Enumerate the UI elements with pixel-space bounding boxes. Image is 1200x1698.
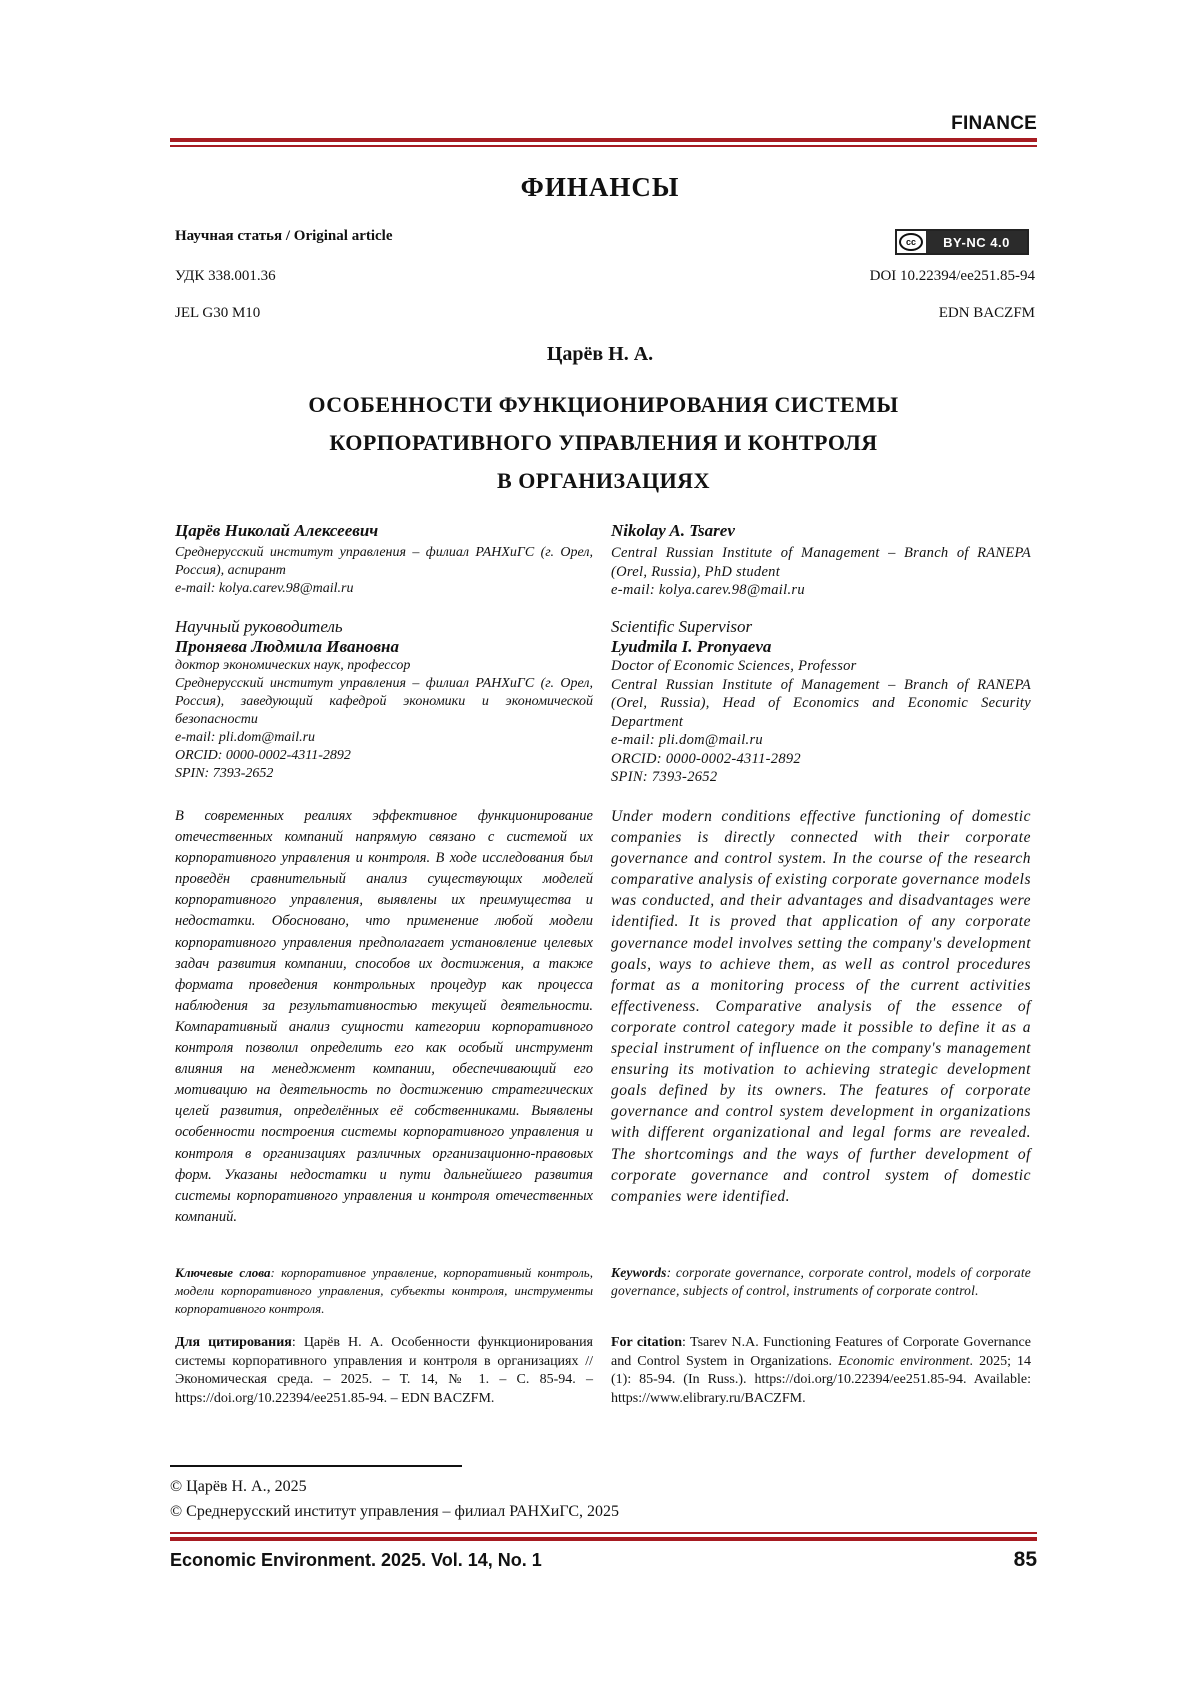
en-keywords: [611, 1264, 1031, 1300]
footer-journal: Economic Environment. 2025. Vol. 14, No. 1: [170, 1550, 542, 1571]
ru-author-name: Царёв Николай Алексеевич: [175, 521, 593, 541]
en-citation-text-a: : Tsarev N.A. Functioning Features of Corporate Governance and Control System in Organizations.: [611, 1335, 1031, 1369]
header-rule-thin: [170, 145, 1037, 147]
en-citation: [611, 1334, 1031, 1408]
ru-author-email[interactable]: e-mail: kolya.carev.98@mail.ru: [175, 580, 593, 598]
footer-rule-thin: [170, 1532, 1037, 1534]
ru-keywords-text: : корпоративное управление, корпоративный контроль, модели корпоративного управления, субъекты контроля, инструменты корпоративного контроля.: [175, 1265, 593, 1316]
ru-supervisor-orcid: ORCID: 0000-0002-4311-2892: [175, 747, 593, 765]
footer-rule-thick: [170, 1537, 1037, 1541]
section-title-ru: ФИНАНСЫ: [0, 172, 1200, 203]
en-abstract: Under modern conditions effective functioning of domestic companies is directly connected with their corporate governance and control system. In the course of the research comparative analysis of existing corporate governance models was conducted, and their advantages and disadvantages were identified. It is proved that application of any corporate governance model involves setting the company's development goals, ways to achieve them, as well as control procedures format as a monitoring process of the current activities effectiveness. Comparative analysis of the essence of corporate control category made it possible to define it as a special instrument of influence on the company's management ensuring its motivation to achieving strategic development goals defined by its owners. The features of corporate governance and control system development in organizations with different organizational and legal forms are revealed. The shortcomings and the ways of further development of corporate governance and control system of domestic companies were identified.: [611, 806, 1031, 1207]
ru-author-block: [175, 521, 593, 598]
edn: EDN BACZFM: [939, 305, 1035, 322]
ru-author-aff: Среднерусский институт управления – филиал РАНХиГС (г. Орел, Россия), аспирант: [175, 544, 593, 580]
ru-citation: [175, 1334, 593, 1408]
en-citation-label: For citation: [611, 1335, 682, 1350]
jel: JEL G30 M10: [175, 305, 260, 322]
en-supervisor-aff: Central Russian Institute of Management – Branch of RANEPA (Orel, Russia), Head of Economics and Economic Security Department: [611, 676, 1031, 732]
en-citation-text-b: . 2025; 14 (1): 85-94. (In Russ.). https://doi.org/10.22394/ee251.85-94. Available: https://www.elibrary.ru/BACZFM.: [611, 1354, 1031, 1406]
ru-keywords-label: Ключевые слова: [175, 1265, 271, 1280]
en-supervisor-degree: Doctor of Economic Sciences, Professor: [611, 657, 1031, 676]
en-author-name: Nikolay A. Tsarev: [611, 521, 1031, 541]
en-supervisor-email[interactable]: e-mail: pli.dom@mail.ru: [611, 731, 1031, 750]
ru-supervisor-spin: SPIN: 7393-2652: [175, 765, 593, 783]
en-supervisor-name: Lyudmila I. Pronyaeva: [611, 637, 1031, 657]
section-tag-en: FINANCE: [951, 113, 1037, 135]
title-line-1: ОСОБЕННОСТИ ФУНКЦИОНИРОВАНИЯ СИСТЕМЫ: [170, 386, 1037, 424]
ru-supervisor-email[interactable]: e-mail: pli.dom@mail.ru: [175, 729, 593, 747]
title-line-2: КОРПОРАТИВНОГО УПРАВЛЕНИЯ И КОНТРОЛЯ: [170, 424, 1037, 462]
ru-citation-text: : Царёв Н. А. Особенности функционирования системы корпоративного управления и контроля в организациях // Экономическая среда. – 2025. – Т. 14, № 1. – С. 85-94. – https://doi.org/10.22394/ee251.85-94. – EDN BACZFM.: [175, 1335, 593, 1406]
en-supervisor-block: [611, 617, 1031, 787]
license-badge[interactable]: [895, 229, 1029, 255]
license-label: BY-NC 4.0: [926, 231, 1027, 253]
en-keywords-label: Keywords: [611, 1265, 667, 1280]
ru-abstract: В современных реалиях эффективное функционирование отечественных компаний напрямую связано с системой их корпоративного управления и контроля. В ходе исследования был проведён сравнительный анализ существующих моделей корпоративного управления, выявлены их преимущества и недостатки. Обосновано, что применение любой модели корпоративного управления предполагает установление целевых задач развития компании, способов их достижения, а также формата проведения контрольных процедур как процесса наблюдения за результативностью текущей деятельности. Компаративный анализ сущности категории корпоративного контроля позволил определить его как особый инструмент влияния на менеджмент компании, обеспечивающий его мотивацию на деятельность по достижению стратегических целей развития, определённых её собственниками. Выявлены особенности построения системы корпоративного управления и контроля в организациях различных организационно-правовых форм. Указаны недостатки и пути дальнейшего развития системы корпоративного управления и контроля отечественных компаний.: [175, 806, 593, 1228]
copyright-institution: © Среднерусский институт управления – филиал РАНХиГС, 2025: [170, 1503, 619, 1521]
en-author-email[interactable]: e-mail: kolya.carev.98@mail.ru: [611, 581, 1031, 600]
article-title: [170, 386, 1037, 500]
copyright-author: © Царёв Н. А., 2025: [170, 1478, 307, 1496]
ru-keywords: [175, 1264, 593, 1318]
cc-icon: cc: [899, 233, 923, 251]
footnote-rule: [170, 1465, 462, 1467]
en-supervisor-spin: SPIN: 7393-2652: [611, 768, 1031, 787]
doi[interactable]: DOI 10.22394/ee251.85-94: [870, 268, 1035, 285]
en-supervisor-label: Scientific Supervisor: [611, 617, 1031, 637]
ru-supervisor-block: [175, 617, 593, 783]
ru-citation-label: Для цитирования: [175, 1335, 292, 1350]
en-author-aff: Central Russian Institute of Management – Branch of RANEPA (Orel, Russia), PhD student: [611, 544, 1031, 581]
header-rule-thick: [170, 138, 1037, 142]
ru-supervisor-degree: доктор экономических наук, профессор: [175, 657, 593, 675]
en-supervisor-orcid: ORCID: 0000-0002-4311-2892: [611, 750, 1031, 769]
udc: УДК 338.001.36: [175, 268, 276, 285]
ru-supervisor-name: Проняева Людмила Ивановна: [175, 637, 593, 657]
en-author-block: [611, 521, 1031, 600]
ru-supervisor-aff: Среднерусский институт управления – филиал РАНХиГС (г. Орел, Россия), заведующий кафедрой экономики и экономической безопасности: [175, 675, 593, 729]
title-line-3: В ОРГАНИЗАЦИЯХ: [170, 462, 1037, 500]
en-keywords-text: : corporate governance, corporate control, models of corporate governance, subjects of control, instruments of corporate control.: [611, 1265, 1031, 1298]
en-citation-journal: Economic environment: [838, 1354, 969, 1369]
page-number: 85: [1014, 1548, 1037, 1572]
author-short: Царёв Н. А.: [0, 343, 1200, 366]
article-type: Научная статья / Original article: [175, 228, 393, 245]
ru-supervisor-label: Научный руководитель: [175, 617, 593, 637]
